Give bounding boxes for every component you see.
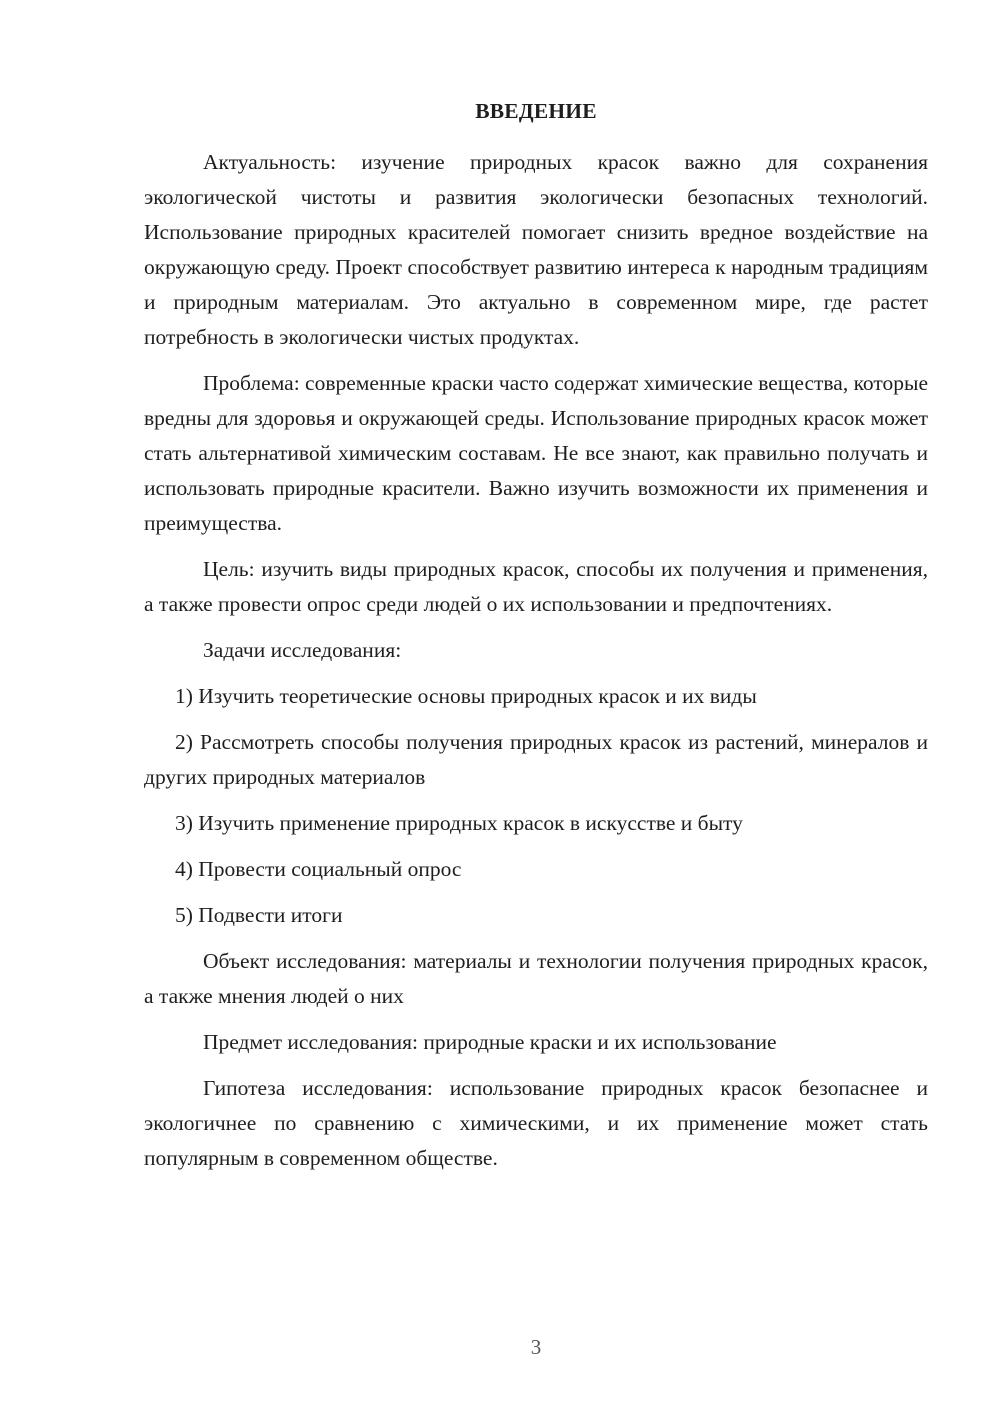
paragraph-tasks-title: Задачи исследования: [203, 638, 402, 662]
paragraph-relevance: Актуальность: изучение природных красок важно для сохранения экологической чистоты и развития экологически безопасных технологий. Использование природных красителей помогает снизить вредное воздействие на окружающую среду. Проект способствует развитию интереса к народным традициям и природным материалам. Это актуально в современном мире, где растет потребность в экологически чистых продуктах. [144, 150, 928, 349]
list-item-task-5: 5) Подвести итоги [175, 903, 343, 927]
paragraph-hypothesis: Гипотеза исследования: использование природных красок безопаснее и экологичнее по сравнению с химическими, и их применение может стать популярным в современном обществе. [144, 1076, 928, 1170]
list-item-task-2: 2) Рассмотреть способы получения природных красок из растений, минералов и других природных материалов [144, 730, 928, 789]
page-number: 3 [530, 1335, 542, 1359]
paragraph-object: Объект исследования: материалы и технологии получения природных красок, а также мнения людей о них [144, 949, 928, 1008]
paragraph-goal: Цель: изучить виды природных красок, способы их получения и применения, а также провести опрос среди людей о их использовании и предпочтениях. [144, 557, 928, 616]
page-content [144, 96, 928, 1187]
list-item-task-3: 3) Изучить применение природных красок в искусстве и быту [175, 811, 743, 835]
paragraph-problem: Проблема: современные краски часто содержат химические вещества, которые вредны для здоровья и окружающей среды. Использование природных красок может стать альтернативой химическим составам. Не все знают, как правильно получать и использовать природные красители. Важно изучить возможности их применения и преимущества. [144, 371, 928, 535]
list-item-task-1: 1) Изучить теоретические основы природных красок и их виды [175, 684, 757, 708]
paragraph-subject: Предмет исследования: природные краски и их использование [203, 1030, 777, 1054]
list-item-task-4: 4) Провести социальный опрос [175, 857, 462, 881]
section-heading: ВВЕДЕНИЕ [475, 99, 597, 123]
